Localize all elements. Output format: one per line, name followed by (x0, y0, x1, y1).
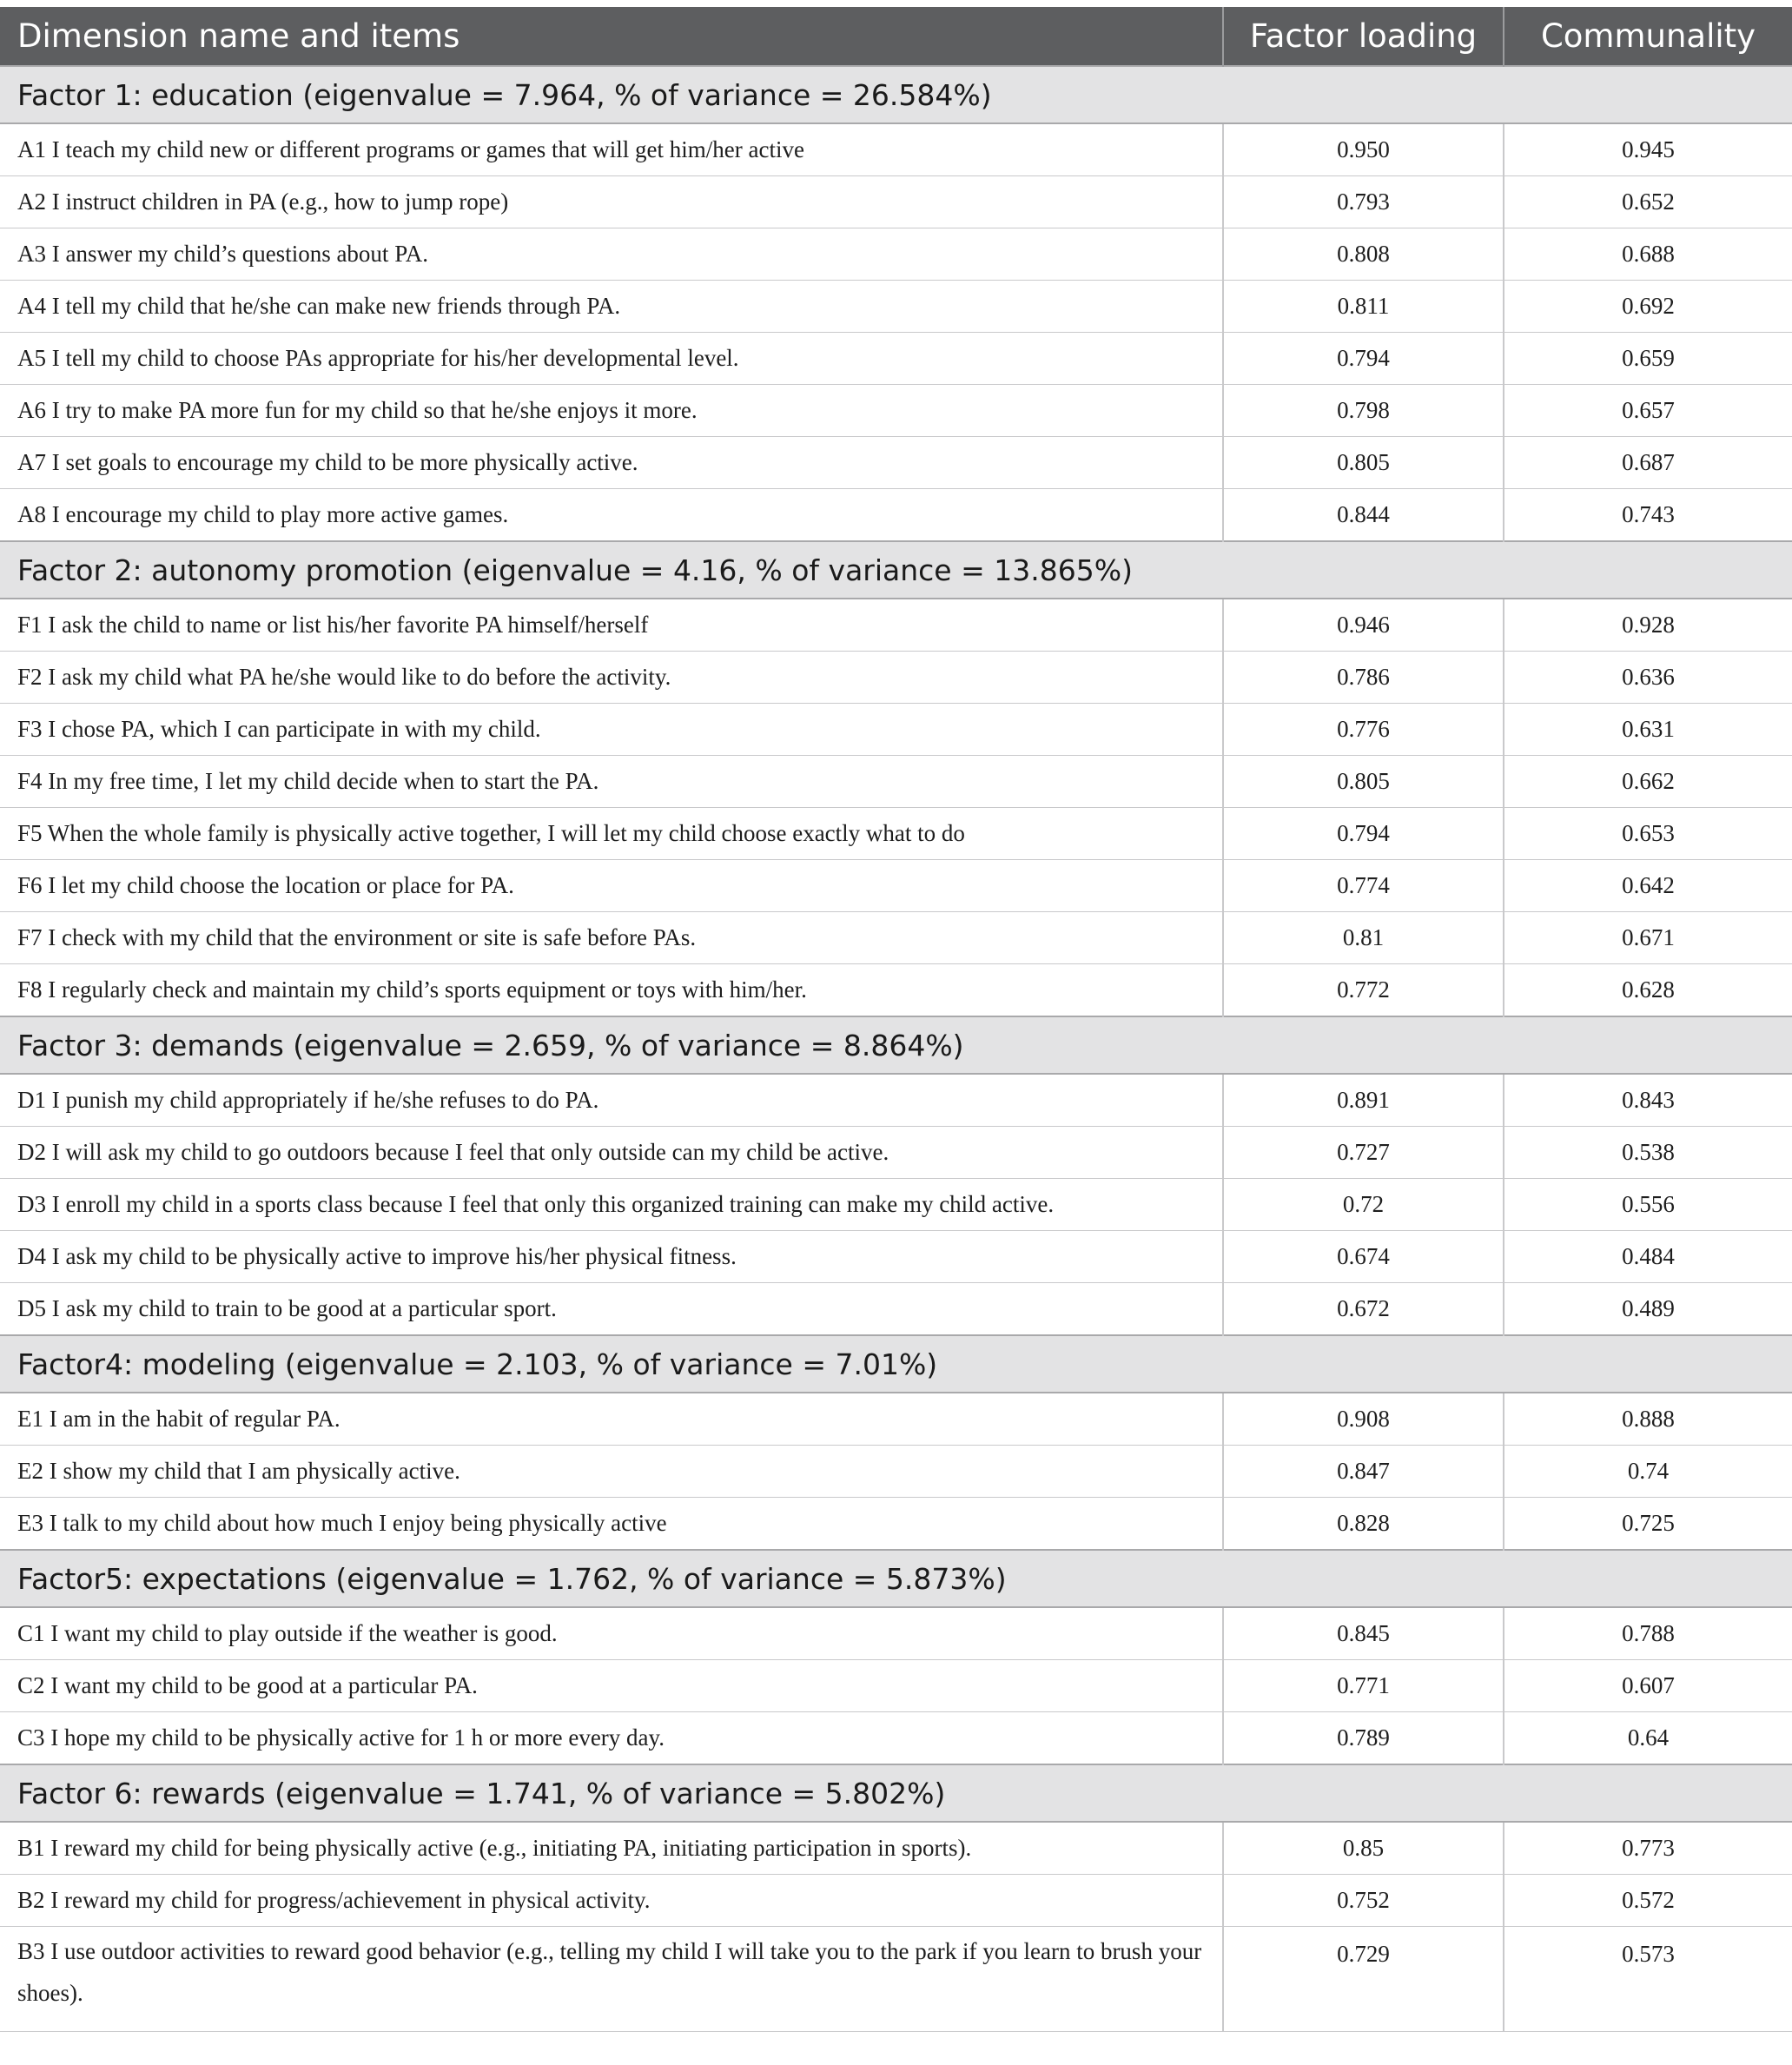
table-row (0, 123, 1792, 176)
header-row (0, 7, 1792, 66)
item-text: E3 I talk to my child about how much I enjoy being physically active (0, 1498, 1223, 1551)
table-row (0, 1712, 1792, 1765)
section-row (0, 1550, 1792, 1607)
table-row (0, 1179, 1792, 1231)
item-text: C2 I want my child to be good at a particular PA. (0, 1660, 1223, 1712)
item-text: F2 I ask my child what PA he/she would like to do before the activity. (0, 652, 1223, 704)
item-text: F1 I ask the child to name or list his/her favorite PA himself/herself (0, 599, 1223, 652)
factor-loading-value: 0.774 (1223, 860, 1504, 912)
factor-loading-value: 0.72 (1223, 1179, 1504, 1231)
item-text: C1 I want my child to play outside if the weather is good. (0, 1607, 1223, 1660)
item-text: E1 I am in the habit of regular PA. (0, 1393, 1223, 1446)
factor-loading-value: 0.776 (1223, 704, 1504, 756)
table-row (0, 1498, 1792, 1551)
table-row (0, 1283, 1792, 1336)
table-row (0, 964, 1792, 1017)
table-row (0, 1393, 1792, 1446)
communality-value: 0.725 (1504, 1498, 1792, 1551)
item-text: F3 I chose PA, which I can participate in with my child. (0, 704, 1223, 756)
table-row (0, 756, 1792, 808)
factor-loading-value: 0.789 (1223, 1712, 1504, 1765)
table-row (0, 1231, 1792, 1283)
table-row (0, 281, 1792, 333)
table-row (0, 385, 1792, 437)
communality-value: 0.945 (1504, 123, 1792, 176)
item-text: D5 I ask my child to train to be good at a particular sport. (0, 1283, 1223, 1336)
factor-loading-value: 0.805 (1223, 437, 1504, 489)
factor-loading-value: 0.794 (1223, 333, 1504, 385)
factor-loading-value: 0.891 (1223, 1074, 1504, 1127)
item-text: B1 I reward my child for being physically active (e.g., initiating PA, initiating participation in sports). (0, 1822, 1223, 1875)
factor-loading-value: 0.794 (1223, 808, 1504, 860)
section-title: Factor5: expectations (eigenvalue = 1.762, % of variance = 5.873%) (0, 1550, 1792, 1607)
item-text: A5 I tell my child to choose PAs appropriate for his/her developmental level. (0, 333, 1223, 385)
table-row (0, 1127, 1792, 1179)
communality-value: 0.688 (1504, 228, 1792, 281)
communality-value: 0.888 (1504, 1393, 1792, 1446)
item-text: F8 I regularly check and maintain my child’s sports equipment or toys with him/her. (0, 964, 1223, 1017)
factor-loading-value: 0.908 (1223, 1393, 1504, 1446)
communality-value: 0.788 (1504, 1607, 1792, 1660)
table-row (0, 1927, 1792, 2032)
communality-value: 0.538 (1504, 1127, 1792, 1179)
item-text: D1 I punish my child appropriately if he/she refuses to do PA. (0, 1074, 1223, 1127)
communality-value: 0.572 (1504, 1875, 1792, 1927)
item-text: D4 I ask my child to be physically active to improve his/her physical fitness. (0, 1231, 1223, 1283)
item-text: F7 I check with my child that the environment or site is safe before PAs. (0, 912, 1223, 964)
header-communality: Communality (1504, 7, 1792, 66)
factor-loading-value: 0.847 (1223, 1446, 1504, 1498)
communality-value: 0.687 (1504, 437, 1792, 489)
factor-loading-value: 0.811 (1223, 281, 1504, 333)
section-row (0, 66, 1792, 123)
factor-loading-value: 0.85 (1223, 1822, 1504, 1875)
factor-loading-value: 0.808 (1223, 228, 1504, 281)
table-row (0, 652, 1792, 704)
communality-value: 0.659 (1504, 333, 1792, 385)
section-title: Factor 3: demands (eigenvalue = 2.659, % of variance = 8.864%) (0, 1016, 1792, 1074)
table-row (0, 1607, 1792, 1660)
communality-value: 0.631 (1504, 704, 1792, 756)
item-text: A2 I instruct children in PA (e.g., how to jump rope) (0, 176, 1223, 228)
item-text: F6 I let my child choose the location or place for PA. (0, 860, 1223, 912)
item-text: B2 I reward my child for progress/achievement in physical activity. (0, 1875, 1223, 1927)
table-row (0, 437, 1792, 489)
item-text: A7 I set goals to encourage my child to be more physically active. (0, 437, 1223, 489)
factor-loading-value: 0.950 (1223, 123, 1504, 176)
factor-loading-value: 0.752 (1223, 1875, 1504, 1927)
section-row (0, 1764, 1792, 1822)
section-title: Factor 6: rewards (eigenvalue = 1.741, % of variance = 5.802%) (0, 1764, 1792, 1822)
communality-value: 0.773 (1504, 1822, 1792, 1875)
table-row (0, 1875, 1792, 1927)
section-row (0, 1335, 1792, 1393)
factor-loading-table (0, 7, 1792, 2032)
communality-value: 0.74 (1504, 1446, 1792, 1498)
factor-loading-value: 0.845 (1223, 1607, 1504, 1660)
communality-value: 0.928 (1504, 599, 1792, 652)
item-text: A6 I try to make PA more fun for my child so that he/she enjoys it more. (0, 385, 1223, 437)
table-row (0, 228, 1792, 281)
table-row (0, 1822, 1792, 1875)
communality-value: 0.484 (1504, 1231, 1792, 1283)
item-text: D2 I will ask my child to go outdoors because I feel that only outside can my child be active. (0, 1127, 1223, 1179)
item-text: F5 When the whole family is physically active together, I will let my child choose exactly what to do (0, 808, 1223, 860)
table-row (0, 704, 1792, 756)
item-text: C3 I hope my child to be physically active for 1 h or more every day. (0, 1712, 1223, 1765)
factor-loading-value: 0.771 (1223, 1660, 1504, 1712)
communality-value: 0.64 (1504, 1712, 1792, 1765)
communality-value: 0.607 (1504, 1660, 1792, 1712)
table-row (0, 912, 1792, 964)
factor-loading-value: 0.844 (1223, 489, 1504, 542)
communality-value: 0.556 (1504, 1179, 1792, 1231)
communality-value: 0.662 (1504, 756, 1792, 808)
item-text: D3 I enroll my child in a sports class because I feel that only this organized training can make my child active. (0, 1179, 1223, 1231)
communality-value: 0.652 (1504, 176, 1792, 228)
factor-loading-value: 0.81 (1223, 912, 1504, 964)
item-text: F4 In my free time, I let my child decide when to start the PA. (0, 756, 1223, 808)
item-text: A1 I teach my child new or different programs or games that will get him/her active (0, 123, 1223, 176)
table-row (0, 808, 1792, 860)
communality-value: 0.636 (1504, 652, 1792, 704)
communality-value: 0.628 (1504, 964, 1792, 1017)
communality-value: 0.489 (1504, 1283, 1792, 1336)
factor-loading-value: 0.672 (1223, 1283, 1504, 1336)
table-row (0, 1446, 1792, 1498)
item-text: A4 I tell my child that he/she can make new friends through PA. (0, 281, 1223, 333)
factor-loading-value: 0.786 (1223, 652, 1504, 704)
factor-loading-value: 0.805 (1223, 756, 1504, 808)
header-dimension: Dimension name and items (0, 7, 1223, 66)
communality-value: 0.843 (1504, 1074, 1792, 1127)
communality-value: 0.692 (1504, 281, 1792, 333)
factor-loading-value: 0.946 (1223, 599, 1504, 652)
communality-value: 0.642 (1504, 860, 1792, 912)
item-text: E2 I show my child that I am physically active. (0, 1446, 1223, 1498)
communality-value: 0.573 (1504, 1927, 1792, 2032)
item-text: A3 I answer my child’s questions about PA. (0, 228, 1223, 281)
table-header (0, 7, 1792, 66)
item-text: A8 I encourage my child to play more active games. (0, 489, 1223, 542)
section-row (0, 1016, 1792, 1074)
table-row (0, 489, 1792, 542)
factor-loading-value: 0.674 (1223, 1231, 1504, 1283)
header-factor-loading: Factor loading (1223, 7, 1504, 66)
table-row (0, 860, 1792, 912)
section-title: Factor 1: education (eigenvalue = 7.964, % of variance = 26.584%) (0, 66, 1792, 123)
table-row (0, 1074, 1792, 1127)
section-row (0, 541, 1792, 599)
factor-loading-value: 0.729 (1223, 1927, 1504, 2032)
table-row (0, 599, 1792, 652)
factor-loading-value: 0.798 (1223, 385, 1504, 437)
table-body (0, 66, 1792, 2032)
factor-loading-value: 0.793 (1223, 176, 1504, 228)
communality-value: 0.671 (1504, 912, 1792, 964)
factor-loading-value: 0.828 (1223, 1498, 1504, 1551)
item-text: B3 I use outdoor activities to reward good behavior (e.g., telling my child I will take you to the park if you learn to brush your shoes). (0, 1927, 1223, 2032)
factor-loading-value: 0.772 (1223, 964, 1504, 1017)
section-title: Factor4: modeling (eigenvalue = 2.103, % of variance = 7.01%) (0, 1335, 1792, 1393)
section-title: Factor 2: autonomy promotion (eigenvalue = 4.16, % of variance = 13.865%) (0, 541, 1792, 599)
table-row (0, 176, 1792, 228)
communality-value: 0.653 (1504, 808, 1792, 860)
table-row (0, 1660, 1792, 1712)
table-row (0, 333, 1792, 385)
communality-value: 0.743 (1504, 489, 1792, 542)
communality-value: 0.657 (1504, 385, 1792, 437)
factor-loading-value: 0.727 (1223, 1127, 1504, 1179)
